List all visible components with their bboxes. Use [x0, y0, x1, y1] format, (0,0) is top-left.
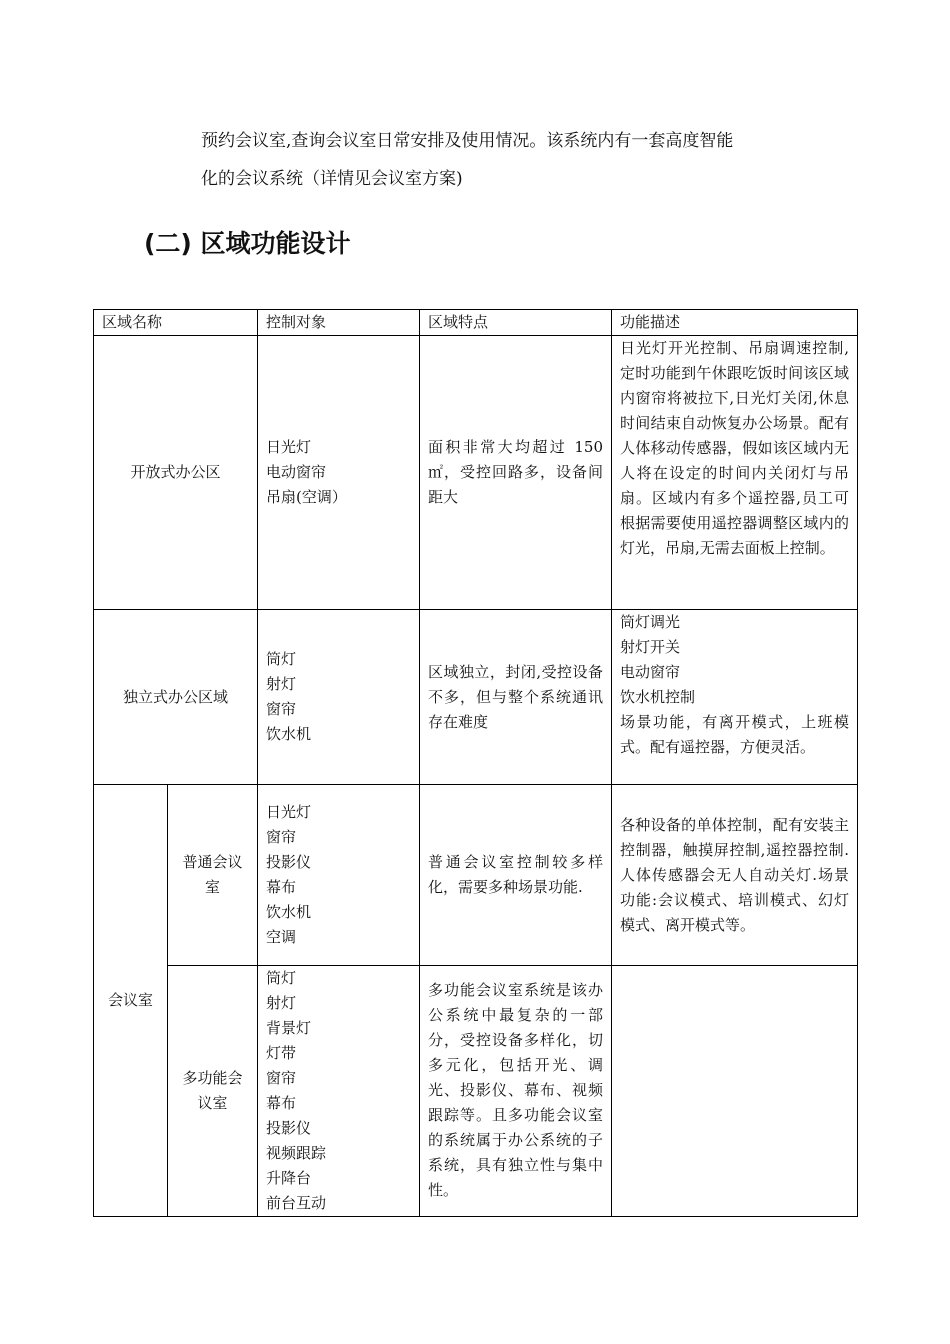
control-objects-private-office: 筒灯 射灯 窗帘 饮水机 — [258, 610, 420, 785]
table-row-regular-meeting — [94, 785, 858, 966]
sub-zone-regular-meeting: 普通会议室 — [168, 785, 258, 966]
function-desc-open-office: 日光灯开光控制、吊扇调速控制,定时功能到午休跟吃饭时间该区域内窗帘将被拉下,日光灯关闭,休息时间结束自动恢复办公场景。配有人体移动传感器，假如该区域内无人将在设定的时间内关闭灯与吊扇。区域内有多个遥控器,员工可根据需要使用遥控器调整区域内的灯光，吊扇,无需去面板上控制。 — [612, 336, 858, 610]
function-desc-regular-meeting: 各种设备的单体控制，配有安装主控制器，触摸屏控制,遥控器控制.人体传感器会无人自动关灯.场景功能:会议模式、培训模式、幻灯模式、离开模式等。 — [612, 785, 858, 966]
sub-zone-multi-meeting: 多功能会议室 — [168, 966, 258, 1217]
zone-feature-regular-meeting: 普通会议室控制较多样化，需要多种场景功能. — [420, 785, 612, 966]
intro-paragraph — [201, 122, 841, 198]
header-zone-features: 区域特点 — [420, 310, 612, 336]
zone-feature-multi-meeting: 多功能会议室系统是该办公系统中最复杂的一部分，受控设备多样化，切多元化，包括开光、调光、投影仪、幕布、视频跟踪等。且多功能会议室的系统属于办公系统的子系统，具有独立性与集中性。 — [420, 966, 612, 1217]
intro-line-1: 预约会议室,查询会议室日常安排及使用情况。该系统内有一套高度智能 — [201, 131, 734, 151]
zone-function-table — [93, 309, 858, 1217]
zone-name-open-office: 开放式办公区 — [94, 336, 258, 610]
table-row-private-office — [94, 610, 858, 785]
header-control-objects: 控制对象 — [258, 310, 420, 336]
function-desc-multi-meeting — [612, 966, 858, 1217]
zone-name-meeting-room: 会议室 — [94, 785, 168, 1217]
table-header-row — [94, 310, 858, 336]
control-objects-regular-meeting: 日光灯 窗帘 投影仪 幕布 饮水机 空调 — [258, 785, 420, 966]
zone-feature-private-office: 区域独立，封闭,受控设备不多，但与整个系统通讯存在难度 — [420, 610, 612, 785]
intro-line-2: 化的会议系统（详情见会议室方案) — [201, 169, 463, 189]
function-desc-private-office: 筒灯调光 射灯开关 电动窗帘 饮水机控制 场景功能，有离开模式，上班模式。配有遥控器，方便灵活。 — [612, 610, 858, 785]
control-objects-open-office: 日光灯 电动窗帘 吊扇(空调） — [258, 336, 420, 610]
control-objects-multi-meeting: 筒灯 射灯 背景灯 灯带 窗帘 幕布 投影仪 视频跟踪 升降台 前台互动 — [258, 966, 420, 1217]
table-row-multi-meeting — [94, 966, 858, 1217]
zone-feature-open-office: 面积非常大均超过 150㎡，受控回路多，设备间距大 — [420, 336, 612, 610]
section-title: (二) 区域功能设计 — [144, 229, 351, 258]
zone-name-private-office: 独立式办公区域 — [94, 610, 258, 785]
header-function-desc: 功能描述 — [612, 310, 858, 336]
header-zone-name: 区域名称 — [94, 310, 258, 336]
table-row-open-office — [94, 336, 858, 610]
